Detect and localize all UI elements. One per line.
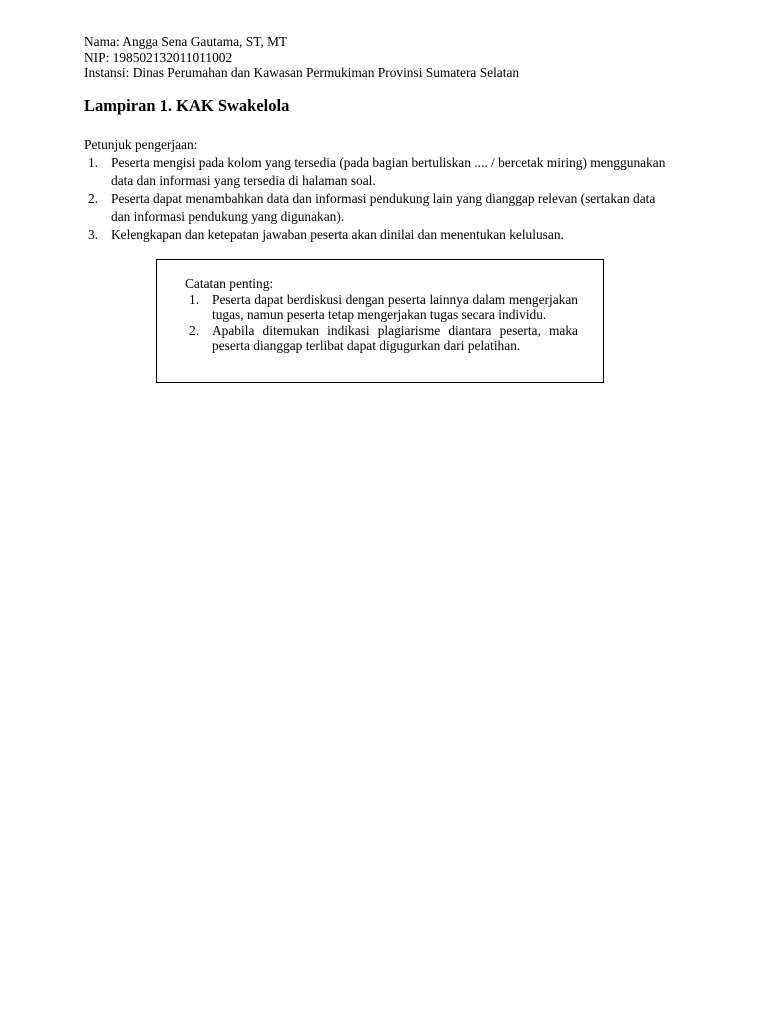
list-item-text: Kelengkapan dan ketepatan jawaban peserta akan dinilai dan menentukan kelulusan. bbox=[111, 227, 564, 242]
list-item bbox=[84, 154, 674, 190]
instructions-section bbox=[84, 136, 674, 244]
list-item-number: 3. bbox=[88, 227, 99, 242]
page-title: Lampiran 1. KAK Swakelola bbox=[84, 96, 290, 115]
list-item-text: Peserta dapat berdiskusi dengan peserta lainnya dalam mengerjakan tugas, namun peserta tetap mengerjakan tugas secara individu. bbox=[212, 291, 578, 322]
instansi-line: Instansi: Dinas Perumahan dan Kawasan Permukiman Provinsi Sumatera Selatan bbox=[84, 65, 520, 80]
list-item-number: 2. bbox=[189, 322, 200, 338]
note-list bbox=[185, 292, 578, 354]
instructions-list bbox=[84, 154, 674, 244]
important-note-box bbox=[156, 259, 604, 383]
list-item-text: Peserta dapat menambahkan data dan informasi pendukung lain yang dianggap relevan (sertakan data dan informasi pendukung yang digunakan). bbox=[111, 191, 656, 224]
nip-line: NIP: 198502132011011002 bbox=[84, 49, 233, 65]
identity-header bbox=[84, 34, 519, 81]
list-item-text: Apabila ditemukan indikasi plagiarisme diantara peserta, maka peserta dianggap terlibat dapat digugurkan dari pelatihan. bbox=[212, 322, 578, 353]
list-item-text: Peserta mengisi pada kolom yang tersedia (pada bagian bertuliskan .... / bercetak miring) menggunakan data dan informasi yang tersedia di halaman soal. bbox=[111, 155, 666, 188]
list-item-number: 2. bbox=[88, 191, 99, 206]
important-note-content bbox=[185, 276, 578, 354]
name-line: Nama: Angga Sena Gautama, ST, MT bbox=[84, 34, 288, 49]
list-item bbox=[84, 190, 674, 226]
list-item-number: 1. bbox=[88, 155, 99, 170]
note-title: Catatan penting: bbox=[185, 276, 274, 291]
list-item-number: 1. bbox=[189, 291, 200, 307]
list-item bbox=[185, 323, 578, 354]
instructions-lead: Petunjuk pengerjaan: bbox=[84, 137, 198, 152]
list-item bbox=[185, 292, 578, 323]
list-item bbox=[84, 226, 674, 244]
